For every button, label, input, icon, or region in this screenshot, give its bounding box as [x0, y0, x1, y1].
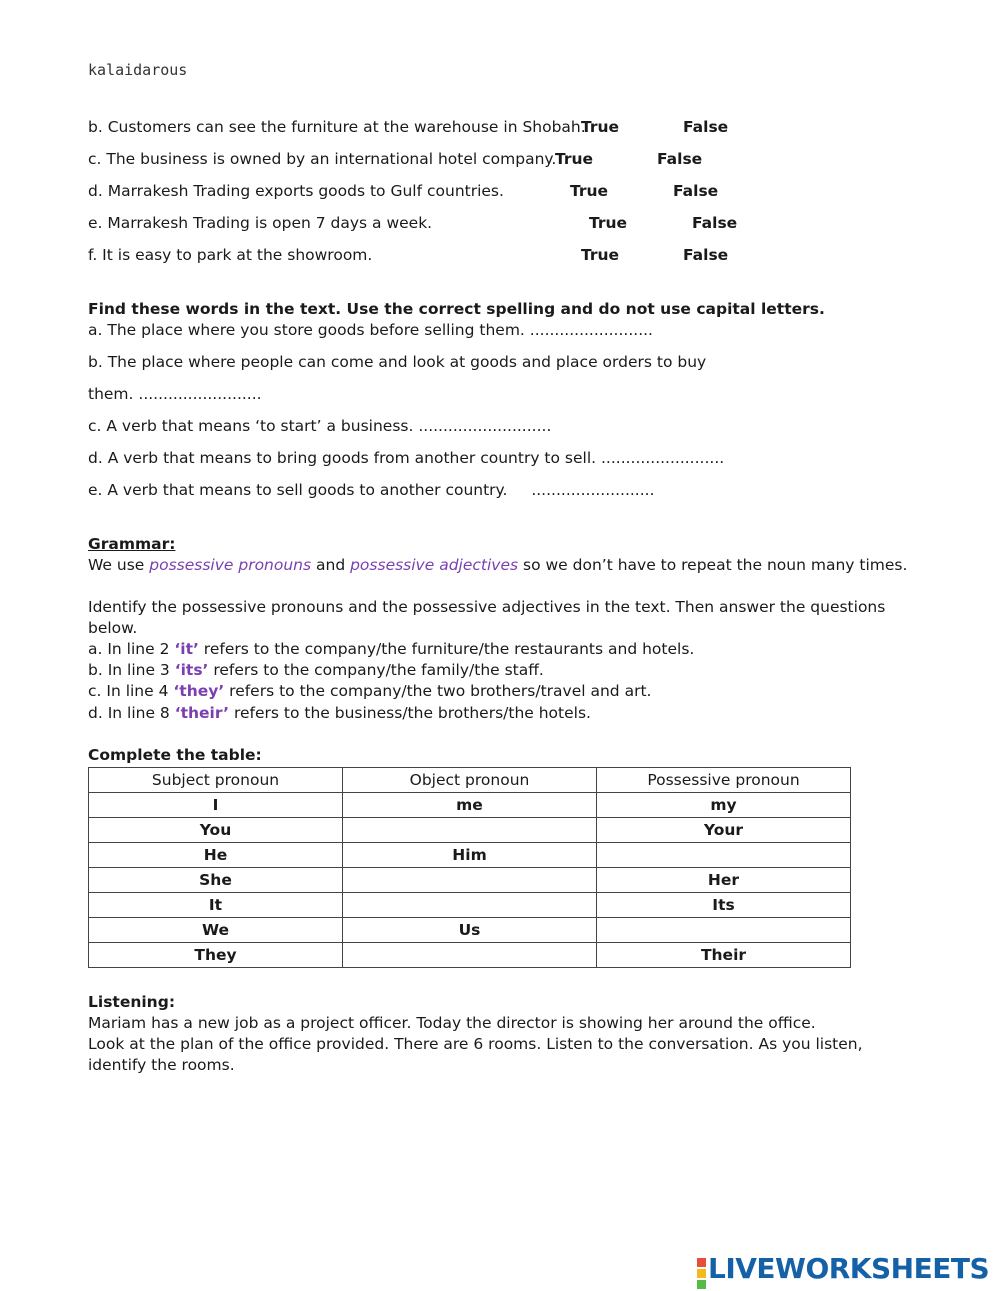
question-b-pre: b. In line 3 [88, 661, 175, 679]
table-row [89, 868, 851, 893]
find-word-d [88, 449, 724, 467]
listening-line1: Mariam has a new job as a project officer. Today the director is showing her around the office. [88, 1014, 816, 1032]
question-d-pre: d. In line 8 [88, 704, 175, 722]
table-row [89, 918, 851, 943]
answer-blank-c[interactable]: ........................... [418, 417, 552, 435]
question-c-post: refers to the company/the two brothers/travel and art. [224, 682, 652, 700]
table-cell-blank[interactable] [343, 943, 597, 968]
find-word-a [88, 321, 653, 339]
table-cell: Its [597, 893, 851, 918]
find-word-c [88, 417, 551, 435]
question-d-post: refers to the business/the brothers/the hotels. [229, 704, 591, 722]
table-cell: Your [597, 818, 851, 843]
grammar-intro-part2: and [311, 556, 351, 574]
table-cell-blank[interactable] [597, 843, 851, 868]
find-word-d-text: d. A verb that means to bring goods from another country to sell. [88, 449, 597, 467]
table-cell-blank[interactable] [343, 893, 597, 918]
grammar-task-line2: below. [88, 619, 138, 637]
question-a-word: ‘it’ [174, 640, 199, 658]
listening-heading: Listening: [88, 993, 176, 1011]
tf-statement-b: b. Customers can see the furniture at the warehouse in Shobah. [88, 118, 586, 136]
tf-statement-d: d. Marrakesh Trading exports goods to Gulf countries. [88, 182, 504, 200]
table-cell: It [89, 893, 343, 918]
table-cell-blank[interactable] [343, 818, 597, 843]
username-label: kalaidarous [88, 61, 188, 79]
question-c-word: ‘they’ [173, 682, 225, 700]
table-cell: I [89, 793, 343, 818]
false-option-e[interactable]: False [692, 214, 738, 232]
logo-blocks-icon [697, 1257, 706, 1290]
find-word-b-line1: b. The place where people can come and look at goods and place orders to buy [88, 353, 707, 371]
table-cell: He [89, 843, 343, 868]
false-option-f[interactable]: False [683, 246, 729, 264]
table-cell: Him [343, 843, 597, 868]
false-option-c[interactable]: False [657, 150, 703, 168]
table-cell: me [343, 793, 597, 818]
true-option-d[interactable]: True [570, 182, 609, 200]
question-c-pre: c. In line 4 [88, 682, 174, 700]
table-cell: You [89, 818, 343, 843]
column-header-possessive: Possessive pronoun [597, 768, 851, 793]
table-cell: Her [597, 868, 851, 893]
answer-blank-b[interactable]: ......................... [138, 385, 262, 403]
false-option-d[interactable]: False [673, 182, 719, 200]
find-word-c-text: c. A verb that means ‘to start’ a business. [88, 417, 414, 435]
grammar-heading: Grammar: [88, 535, 176, 553]
liveworksheets-logo [697, 1252, 989, 1286]
find-word-b-line2 [88, 385, 262, 403]
tf-statement-f: f. It is easy to park at the showroom. [88, 246, 373, 264]
true-option-f[interactable]: True [581, 246, 620, 264]
find-word-e [88, 481, 655, 499]
grammar-intro [88, 556, 907, 574]
table-cell: my [597, 793, 851, 818]
answer-blank-a[interactable]: ......................... [529, 321, 653, 339]
table-row [89, 793, 851, 818]
table-cell-blank[interactable] [597, 918, 851, 943]
listening-line2: Look at the plan of the office provided. There are 6 rooms. Listen to the conversation. As you listen, [88, 1035, 863, 1053]
find-word-e-text: e. A verb that means to sell goods to another country. [88, 481, 508, 499]
question-d-word: ‘their’ [174, 704, 230, 722]
listening-line3: identify the rooms. [88, 1056, 235, 1074]
table-cell: Us [343, 918, 597, 943]
table-row [89, 843, 851, 868]
table-row [89, 943, 851, 968]
grammar-question-d [88, 704, 591, 722]
pronoun-table [88, 767, 851, 968]
grammar-intro-part3: so we don’t have to repeat the noun many times. [518, 556, 908, 574]
false-option-b[interactable]: False [683, 118, 729, 136]
question-a-post: refers to the company/the furniture/the restaurants and hotels. [198, 640, 695, 658]
question-a-pre: a. In line 2 [88, 640, 175, 658]
true-option-c[interactable]: True [555, 150, 594, 168]
table-cell: She [89, 868, 343, 893]
table-row [89, 893, 851, 918]
logo-text: LIVEWORKSHEETS [708, 1252, 990, 1285]
table-cell-blank[interactable] [343, 868, 597, 893]
true-option-b[interactable]: True [581, 118, 620, 136]
column-header-object: Object pronoun [343, 768, 597, 793]
answer-blank-e[interactable]: ......................... [531, 481, 655, 499]
table-cell: Their [597, 943, 851, 968]
table-cell: They [89, 943, 343, 968]
column-header-subject: Subject pronoun [89, 768, 343, 793]
question-b-word: ‘its’ [174, 661, 209, 679]
true-option-e[interactable]: True [589, 214, 628, 232]
answer-blank-d[interactable]: ......................... [601, 449, 725, 467]
grammar-task-line1: Identify the possessive pronouns and the possessive adjectives in the text. Then answer the questions [88, 598, 886, 616]
table-heading: Complete the table: [88, 746, 262, 764]
question-b-post: refers to the company/the family/the staff. [208, 661, 544, 679]
grammar-question-c [88, 682, 651, 700]
tf-statement-e: e. Marrakesh Trading is open 7 days a week. [88, 214, 433, 232]
term-possessive-adjectives: possessive adjectives [350, 556, 519, 574]
table-cell: We [89, 918, 343, 943]
table-row [89, 818, 851, 843]
grammar-intro-part1: We use [88, 556, 150, 574]
find-words-instruction: Find these words in the text. Use the correct spelling and do not use capital letters. [88, 300, 825, 318]
grammar-question-b [88, 661, 544, 679]
term-possessive-pronouns: possessive pronouns [149, 556, 312, 574]
find-word-a-text: a. The place where you store goods before selling them. [88, 321, 525, 339]
find-word-b-text: them. [88, 385, 134, 403]
grammar-question-a [88, 640, 694, 658]
table-header-row [89, 768, 851, 793]
tf-statement-c: c. The business is owned by an international hotel company. [88, 150, 557, 168]
